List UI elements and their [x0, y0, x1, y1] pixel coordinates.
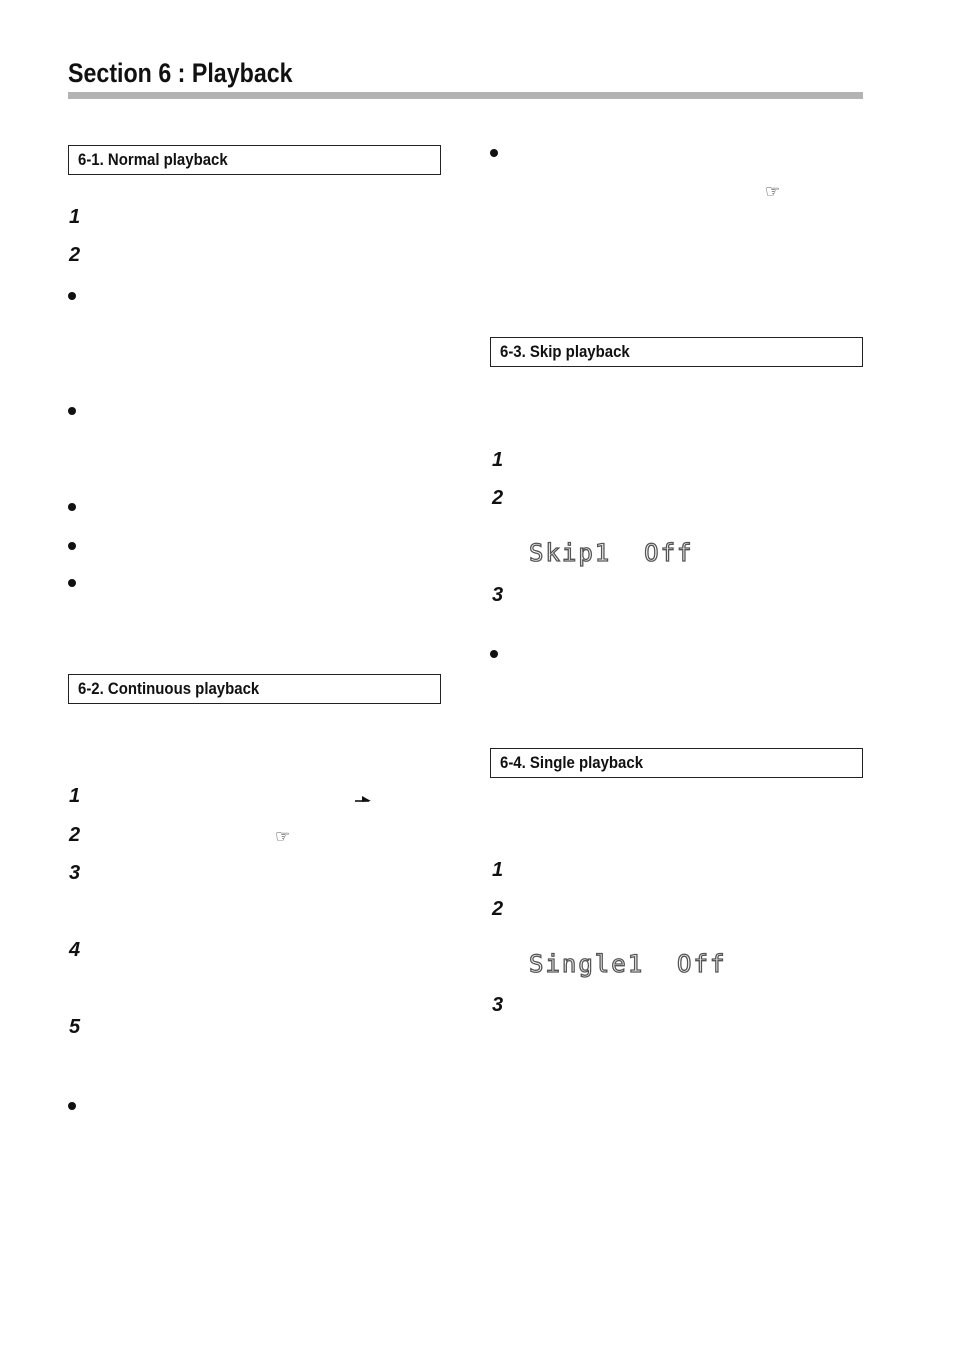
bullet-icon — [68, 579, 76, 587]
bullet-icon — [490, 149, 498, 157]
section-heading-skip-playback: 6-3. Skip playback — [490, 337, 863, 367]
step-number: 4 — [69, 939, 81, 961]
bullet-icon — [490, 650, 498, 658]
step-number: 3 — [69, 862, 81, 884]
step-number: 5 — [69, 1016, 81, 1038]
step-number: 2 — [69, 244, 81, 266]
step-number: 2 — [492, 487, 504, 509]
section-heading-normal-playback: 6-1. Normal playback — [68, 145, 441, 175]
step-number: 1 — [69, 785, 81, 807]
step-number: 3 — [492, 994, 504, 1016]
arrow-right-icon — [354, 794, 372, 804]
lcd-display-skip: Skip1 Off — [529, 539, 694, 567]
step-number: 2 — [69, 824, 81, 846]
bullet-icon — [68, 1102, 76, 1110]
step-number: 1 — [492, 449, 504, 471]
lcd-display-single: Single1 Off — [529, 950, 727, 978]
section-heading-single-playback: 6-4. Single playback — [490, 748, 863, 778]
section-heading-continuous-playback: 6-2. Continuous playback — [68, 674, 441, 704]
pointing-hand-icon: ☞ — [765, 182, 781, 201]
bullet-icon — [68, 542, 76, 550]
bullet-icon — [68, 292, 76, 300]
step-number: 2 — [492, 898, 504, 920]
step-number: 1 — [492, 859, 504, 881]
bullet-icon — [68, 407, 76, 415]
pointing-hand-icon: ☞ — [275, 827, 291, 846]
page-title: Section 6 : Playback — [68, 58, 293, 88]
step-number: 1 — [69, 206, 81, 228]
bullet-icon — [68, 503, 76, 511]
title-rule — [68, 92, 863, 99]
step-number: 3 — [492, 584, 504, 606]
